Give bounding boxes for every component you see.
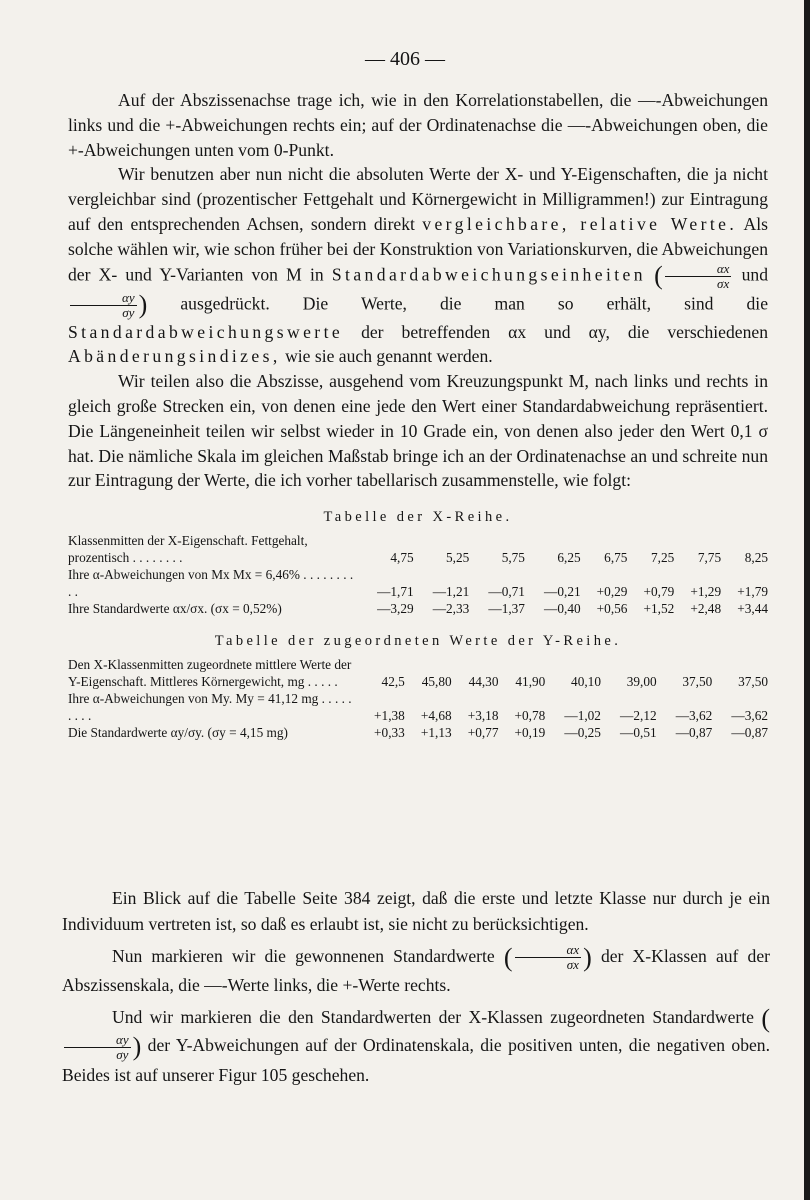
table-cell: 42,5 (381, 673, 405, 689)
table-cell: 37,50 (738, 673, 768, 689)
closing-paragraph-3: Und wir markieren die den Standardwerten der X-Klassen zugeordneten Standardwerte ( $\frac{\alpha y}{\sigma y}$ ) der Y-Abweichungen auf der Ordinatenskala, die positiven unten, die negativen oben. Beides ist auf unserer Figur 105 geschehen. (62, 1004, 770, 1085)
row-label: Ihre α-Abweichungen von My. My = 41,12 mg . . . . . . . . . (68, 690, 352, 723)
table-cell: +1,29 (690, 583, 722, 599)
p2-text-a: Wir benutzen aber nun nicht die absoluten Werte der X- und Y-Eigenschaften, die ja nicht vergleichbar sind (prozentischer Fettgehalt und Körnergewicht in Milligrammen!) zur Eintragung auf den entsprechenden Achsen, sondern direkt (68, 164, 768, 234)
table-cell: +4,68 (420, 707, 452, 723)
p2-spaced-relative-values: vergleichbare, relative Werte. (422, 213, 738, 234)
table-cell: 45,80 (421, 673, 452, 689)
p2-text-i: wie sie auch genannt werden. (285, 346, 493, 367)
table-cell: 40,10 (571, 673, 601, 689)
table-row (68, 600, 768, 617)
table-cell: +0,19 (514, 724, 546, 740)
fraction-ay-sy: $\frac{\alpha y}{\sigma y}$ (70, 291, 137, 320)
paragraph-1: Auf der Abszissenachse trage ich, wie in den Korrelationstabellen, die —-Abweichungen links und die +-Abweichungen rechts ein; auf der Ordinatenachse die —-Abweichungen oben, die +-Abweichungen unten vom 0-Punkt. (68, 90, 768, 160)
p2-und: und (741, 264, 769, 285)
table-cell: —2,33 (432, 600, 470, 616)
row-label: Die Standardwerte αy/σy. (σy = 4,15 mg) (68, 724, 288, 740)
page-number: — 406 — (365, 48, 445, 70)
table-row (68, 566, 768, 600)
table-cell: —0,71 (488, 583, 525, 599)
closing-paragraph-1: Ein Blick auf die Tabelle Seite 384 zeigt, daß die erste und letzte Klasse nur durch je ein Individuum vertreten ist, so daß es erlaubt ist, sie nicht zu berücksichtigen. (62, 888, 770, 934)
table-cell: 7,75 (697, 549, 722, 565)
table-row (68, 690, 768, 724)
p2-text-e: ausgedrückt. Die Werte, die man so erhält, sind die (180, 293, 768, 314)
table-cell: —0,40 (544, 600, 581, 616)
closing-text (62, 885, 770, 1094)
table-cell: +0,56 (596, 600, 628, 616)
table-cell: +0,77 (467, 724, 499, 740)
p2-spaced-indizes: Abänderungsindizes, (68, 346, 281, 367)
table-cell: 8,25 (744, 549, 768, 565)
table-cell: —3,62 (731, 707, 768, 723)
table-cell: +3,44 (737, 600, 768, 616)
p2-spaced-standardwerte: Standardabweichungswerte (68, 321, 344, 342)
paragraph-3: Wir teilen also die Abszisse, ausgehend vom Kreuzungspunkt M, nach links und rechts in gleich große Strecken ein, von denen eine jede den Wert einer Standardabweichung repräsentiert. Die Längeneinheit teilen wir selbst wieder in 10 Grade ein, von denen also jeder den Wert 0,1 σ hat. Die nämliche Skala im gleichen Maßstab bringe ich an der Ordinatenachse an und schreite nun zur Eintragung der Werte, die ich vorher tabellarisch zusammenstelle, wie folgt: (68, 371, 768, 491)
table-cell: —2,12 (620, 707, 657, 723)
page-edge-shadow (804, 0, 810, 1200)
table-cell: 6,75 (604, 549, 628, 565)
table-cell: —1,21 (432, 583, 470, 599)
table-x-title: Tabelle der X-Reihe. (323, 509, 513, 526)
table-cell: —3,29 (377, 600, 414, 616)
table-cell: +0,78 (514, 707, 546, 723)
table-y-reihe (68, 656, 768, 741)
table-cell: +1,38 (374, 707, 405, 723)
table-y-title: Tabelle der zugeordneten Werte der Y-Reihe. (214, 632, 622, 649)
table-cell: 4,75 (390, 549, 414, 565)
table-x-reihe (68, 532, 768, 617)
row-label: Ihre α-Abweichungen von Mx Mx = 6,46% . . . . . . . . . . (68, 566, 354, 599)
table-cell: —1,71 (377, 583, 414, 599)
table-row (68, 724, 768, 741)
table-cell: 7,25 (651, 549, 675, 565)
table-cell: 44,30 (468, 673, 499, 689)
table-cell: 6,25 (557, 549, 581, 565)
p2-spaced-standard-units: Standardabweichungseinheiten (331, 264, 646, 285)
row-label: Ihre Standardwerte αx/σx. (σx = 0,52%) (68, 600, 282, 616)
table-cell: 41,90 (515, 673, 546, 689)
table-cell: —0,21 (544, 583, 581, 599)
fraction-ax-sx: $\frac{\alpha x}{\sigma x}$ (515, 943, 582, 972)
paragraph-2: Wir benutzen aber nun nicht die absoluten Werte der X- und Y-Eigenschaften, die ja nicht vergleichbar sind (prozentischer Fettgehalt und Körnergewicht in Milligrammen!) zur Eintragung auf den entsprechenden Achsen, sondern direkt vergleichbare, relative Werte. Als solche wählen wir, wie schon früher bei der Konstruktion von Variationskurven, die Abweichungen der X- und Y-Varianten von M in Standardabweichungseinheiten ( $\frac{\alpha x}{\sigma x}$ und $\frac{\alpha y}{\sigma y}$ ) ausgedrückt. Die Werte, die man so erhält, sind die Standardabweichungswerte der betreffenden αx und αy, die verschiedenen Abänderungsindizes, wie sie auch genannt werden. (68, 164, 769, 367)
fraction-ay-sy: $\frac{\alpha y}{\sigma y}$ (64, 1033, 131, 1062)
table-cell: 39,00 (626, 673, 657, 689)
fraction-ax-sx: $\frac{\alpha x}{\sigma x}$ (665, 262, 732, 291)
p2-text-g: der betreffenden αx und αy, die verschiedenen (361, 321, 768, 342)
row-label: Den X-Klassenmitten zugeordnete mittlere Werte der Y-Eigenschaft. Mittleres Körnergewicht, mg . . . . . (68, 656, 352, 689)
table-cell: +2,48 (690, 600, 722, 616)
table-cell: +0,79 (643, 583, 675, 599)
table-cell: +1,13 (420, 724, 452, 740)
p2-text-c: Als solche wählen wir, wie schon früher bei der Konstruktion von Variationskurven, die Abweichungen der X- und Y-Varianten von M in (68, 213, 768, 285)
table-cell: —1,37 (488, 600, 525, 616)
closing-paragraph-2: Nun markieren wir die gewonnenen Standardwerte ( $\frac{\alpha x}{\sigma x}$ ) der X-Klassen auf der Abszissenskala, die —-Werte links, die +-Werte rechts. (62, 942, 771, 996)
table-cell: —0,87 (675, 724, 713, 740)
table-cell: +1,79 (737, 583, 768, 599)
table-cell: —1,02 (564, 707, 601, 723)
main-text (68, 88, 768, 741)
table-cell: +1,52 (643, 600, 675, 616)
table-cell: 37,50 (682, 673, 713, 689)
table-row (68, 532, 768, 566)
table-cell: —3,62 (675, 707, 713, 723)
table-cell: 5,25 (446, 549, 470, 565)
row-label: Klassenmitten der X-Eigenschaft. Fettgehalt, prozentisch . . . . . . . . (68, 532, 308, 565)
table-cell: +0,33 (374, 724, 405, 740)
table-cell: 5,75 (501, 549, 525, 565)
table-cell: —0,87 (731, 724, 768, 740)
table-cell: —0,25 (564, 724, 601, 740)
table-cell: +3,18 (467, 707, 499, 723)
table-row (68, 656, 768, 690)
table-cell: —0,51 (620, 724, 657, 740)
table-cell: +0,29 (596, 583, 628, 599)
